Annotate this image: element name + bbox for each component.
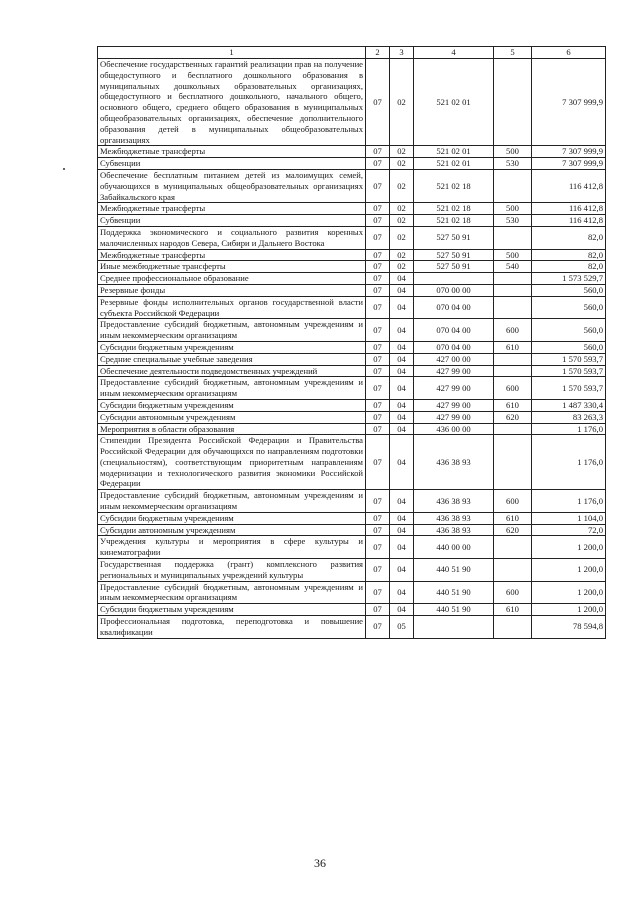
table-row: [98, 423, 606, 435]
target-article-code: 436 38 93: [414, 512, 494, 524]
subsection-code: 04: [390, 435, 414, 490]
target-article-code: 427 99 00: [414, 365, 494, 377]
subsection-code: 04: [390, 490, 414, 513]
table-row: [98, 158, 606, 170]
expense-type-code: [494, 169, 532, 202]
subsection-code: 02: [390, 226, 414, 249]
table-row: [98, 249, 606, 261]
item-name: Средние специальные учебные заведения: [98, 353, 366, 365]
section-code: 07: [366, 536, 390, 559]
section-code: 07: [366, 435, 390, 490]
target-article-code: 427 00 00: [414, 353, 494, 365]
table-row: [98, 399, 606, 411]
table-row: [98, 581, 606, 604]
amount: 116 412,8: [532, 169, 606, 202]
item-name: Мероприятия в области образования: [98, 423, 366, 435]
expense-type-code: [494, 616, 532, 639]
amount: 1 176,0: [532, 423, 606, 435]
section-code: 07: [366, 512, 390, 524]
item-name: Среднее профессиональное образование: [98, 273, 366, 285]
amount: 1 573 529,7: [532, 273, 606, 285]
expense-type-code: [494, 59, 532, 146]
header-col-3: 3: [390, 47, 414, 59]
target-article-code: 521 02 18: [414, 215, 494, 227]
header-col-6: 6: [532, 47, 606, 59]
expense-type-code: [494, 353, 532, 365]
table-row: [98, 284, 606, 296]
amount: 1 104,0: [532, 512, 606, 524]
table-row: [98, 604, 606, 616]
expense-type-code: 530: [494, 215, 532, 227]
expense-type-code: [494, 435, 532, 490]
target-article-code: 436 38 93: [414, 435, 494, 490]
target-article-code: 436 38 93: [414, 524, 494, 536]
table-row: [98, 435, 606, 490]
expense-type-code: 610: [494, 604, 532, 616]
subsection-code: 05: [390, 616, 414, 639]
expense-type-code: 500: [494, 249, 532, 261]
amount: 560,0: [532, 341, 606, 353]
subsection-code: 04: [390, 353, 414, 365]
table-row: [98, 296, 606, 319]
table-row: [98, 512, 606, 524]
subsection-code: 02: [390, 146, 414, 158]
item-name: Резервные фонды: [98, 284, 366, 296]
amount: 82,0: [532, 249, 606, 261]
section-code: 07: [366, 559, 390, 582]
amount: 1 487 330,4: [532, 399, 606, 411]
expense-type-code: [494, 296, 532, 319]
subsection-code: 04: [390, 341, 414, 353]
table-row: [98, 559, 606, 582]
expense-type-code: [494, 365, 532, 377]
section-code: 07: [366, 319, 390, 342]
target-article-code: 521 02 01: [414, 146, 494, 158]
amount: 72,0: [532, 524, 606, 536]
amount: 560,0: [532, 319, 606, 342]
target-article-code: 521 02 01: [414, 59, 494, 146]
item-name: Субсидии бюджетным учреждениям: [98, 399, 366, 411]
target-article-code: 521 02 18: [414, 203, 494, 215]
amount: 1 200,0: [532, 581, 606, 604]
amount: 82,0: [532, 261, 606, 273]
amount: 1 200,0: [532, 536, 606, 559]
expense-type-code: 610: [494, 399, 532, 411]
subsection-code: 04: [390, 273, 414, 285]
section-code: 07: [366, 377, 390, 400]
amount: 116 412,8: [532, 215, 606, 227]
table-row: [98, 319, 606, 342]
item-name: Субвенции: [98, 215, 366, 227]
subsection-code: 04: [390, 319, 414, 342]
table-row: [98, 411, 606, 423]
amount: 82,0: [532, 226, 606, 249]
amount: 1 570 593,7: [532, 365, 606, 377]
subsection-code: 02: [390, 59, 414, 146]
subsection-code: 04: [390, 399, 414, 411]
table-row: [98, 616, 606, 639]
table-row: [98, 59, 606, 146]
item-name: Межбюджетные трансферты: [98, 249, 366, 261]
target-article-code: 521 02 01: [414, 158, 494, 170]
amount: 116 412,8: [532, 203, 606, 215]
expense-type-code: [494, 226, 532, 249]
target-article-code: 070 04 00: [414, 296, 494, 319]
target-article-code: 427 99 00: [414, 411, 494, 423]
target-article-code: 427 99 00: [414, 377, 494, 400]
section-code: 07: [366, 249, 390, 261]
expense-type-code: 600: [494, 490, 532, 513]
item-name: Субсидии бюджетным учреждениям: [98, 604, 366, 616]
subsection-code: 04: [390, 423, 414, 435]
section-code: 07: [366, 59, 390, 146]
item-name: Резервные фонды исполнительных органов государственной власти субъекта Российской Федерации: [98, 296, 366, 319]
section-code: 07: [366, 604, 390, 616]
item-name: Субсидии бюджетным учреждениям: [98, 512, 366, 524]
expense-type-code: 500: [494, 146, 532, 158]
amount: 1 200,0: [532, 604, 606, 616]
table-row: [98, 490, 606, 513]
expense-type-code: [494, 423, 532, 435]
item-name: Обеспечение бесплатным питанием детей из малоимущих семей, обучающихся в муниципальных общеобразовательных организациях Забайкальского края: [98, 169, 366, 202]
amount: 560,0: [532, 284, 606, 296]
section-code: 07: [366, 226, 390, 249]
subsection-code: 04: [390, 296, 414, 319]
section-code: 07: [366, 581, 390, 604]
expense-type-code: 600: [494, 319, 532, 342]
expense-type-code: 620: [494, 524, 532, 536]
item-name: Профессиональная подготовка, переподготовка и повышение квалификации: [98, 616, 366, 639]
amount: 7 307 999,9: [532, 59, 606, 146]
header-row: [98, 47, 606, 59]
stray-mark: [63, 168, 65, 170]
target-article-code: 527 50 91: [414, 249, 494, 261]
section-code: 07: [366, 365, 390, 377]
item-name: Обеспечение деятельности подведомственных учреждений: [98, 365, 366, 377]
target-article-code: 440 51 90: [414, 559, 494, 582]
header-col-4: 4: [414, 47, 494, 59]
section-code: 07: [366, 353, 390, 365]
target-article-code: 427 99 00: [414, 399, 494, 411]
section-code: 07: [366, 169, 390, 202]
item-name: Предоставление субсидий бюджетным, автономным учреждениям и иным некоммерческим организациям: [98, 581, 366, 604]
subsection-code: 04: [390, 512, 414, 524]
amount: 1 570 593,7: [532, 377, 606, 400]
item-name: Государственная поддержка (грант) комплексного развития региональных и муниципальных учреждений культуры: [98, 559, 366, 582]
expense-type-code: 500: [494, 203, 532, 215]
table-row: [98, 146, 606, 158]
subsection-code: 04: [390, 524, 414, 536]
section-code: 07: [366, 411, 390, 423]
target-article-code: 436 38 93: [414, 490, 494, 513]
table-row: [98, 353, 606, 365]
section-code: 07: [366, 524, 390, 536]
item-name: Субсидии автономным учреждениям: [98, 524, 366, 536]
section-code: 07: [366, 158, 390, 170]
subsection-code: 02: [390, 215, 414, 227]
subsection-code: 04: [390, 365, 414, 377]
expense-type-code: 610: [494, 341, 532, 353]
expense-type-code: 600: [494, 581, 532, 604]
section-code: 07: [366, 215, 390, 227]
item-name: Субсидии автономным учреждениям: [98, 411, 366, 423]
expense-type-code: 540: [494, 261, 532, 273]
target-article-code: 527 50 91: [414, 226, 494, 249]
section-code: 07: [366, 296, 390, 319]
subsection-code: 04: [390, 604, 414, 616]
table-row: [98, 341, 606, 353]
header-col-2: 2: [366, 47, 390, 59]
subsection-code: 04: [390, 411, 414, 423]
target-article-code: 440 00 00: [414, 536, 494, 559]
target-article-code: 070 04 00: [414, 341, 494, 353]
target-article-code: 070 00 00: [414, 284, 494, 296]
section-code: 07: [366, 261, 390, 273]
table-row: [98, 377, 606, 400]
expense-type-code: [494, 273, 532, 285]
subsection-code: 04: [390, 284, 414, 296]
section-code: 07: [366, 146, 390, 158]
item-name: Субвенции: [98, 158, 366, 170]
page-number: 36: [314, 856, 326, 870]
item-name: Иные межбюджетные трансферты: [98, 261, 366, 273]
header-col-1: 1: [98, 47, 366, 59]
item-name: Субсидии бюджетным учреждениям: [98, 341, 366, 353]
item-name: Стипендии Президента Российской Федерации и Правительства Российской Федерации для обучающихся по направлениям подготовки (специальностям), соответствующим приоритетным направлениям модернизации и технологического развития экономики Российской Федерации: [98, 435, 366, 490]
subsection-code: 02: [390, 169, 414, 202]
target-article-code: 440 51 90: [414, 581, 494, 604]
target-article-code: [414, 273, 494, 285]
expense-type-code: [494, 536, 532, 559]
table-row: [98, 226, 606, 249]
table-row: [98, 524, 606, 536]
item-name: Предоставление субсидий бюджетным, автономным учреждениям и иным некоммерческим организациям: [98, 377, 366, 400]
expense-type-code: 610: [494, 512, 532, 524]
subsection-code: 04: [390, 559, 414, 582]
section-code: 07: [366, 284, 390, 296]
target-article-code: 440 51 90: [414, 604, 494, 616]
subsection-code: 04: [390, 377, 414, 400]
amount: 1 200,0: [532, 559, 606, 582]
section-code: 07: [366, 273, 390, 285]
amount: 7 307 999,9: [532, 158, 606, 170]
item-name: Учреждения культуры и мероприятия в сфере культуры и кинематографии: [98, 536, 366, 559]
table-body: [98, 59, 606, 639]
item-name: Межбюджетные трансферты: [98, 203, 366, 215]
section-code: 07: [366, 203, 390, 215]
target-article-code: 436 00 00: [414, 423, 494, 435]
expense-type-code: 620: [494, 411, 532, 423]
table-row: [98, 169, 606, 202]
amount: 7 307 999,9: [532, 146, 606, 158]
amount: 560,0: [532, 296, 606, 319]
amount: 78 594,8: [532, 616, 606, 639]
table-row: [98, 273, 606, 285]
table-row: [98, 261, 606, 273]
target-article-code: 070 04 00: [414, 319, 494, 342]
section-code: 07: [366, 399, 390, 411]
section-code: 07: [366, 423, 390, 435]
item-name: Предоставление субсидий бюджетным, автономным учреждениям и иным некоммерческим организациям: [98, 490, 366, 513]
expense-type-code: [494, 559, 532, 582]
subsection-code: 02: [390, 158, 414, 170]
section-code: 07: [366, 616, 390, 639]
item-name: Поддержка экономического и социального развития коренных малочисленных народов Севера, Сибири и Дальнего Востока: [98, 226, 366, 249]
target-article-code: [414, 616, 494, 639]
expense-type-code: [494, 284, 532, 296]
table-row: [98, 203, 606, 215]
item-name: Межбюджетные трансферты: [98, 146, 366, 158]
item-name: Предоставление субсидий бюджетным, автономным учреждениям и иным некоммерческим организациям: [98, 319, 366, 342]
section-code: 07: [366, 341, 390, 353]
table-row: [98, 365, 606, 377]
item-name: Обеспечение государственных гарантий реализации прав на получение общедоступного и бесплатного дошкольного образования в муниципальных дошкольных образовательных организациях, общедоступного и бесплатного дошкольного, начального общего, основного общего, среднего общего образования в муниципальных общеобразовательных организациях, обеспечение дополнительного образования детей в муниципальных общеобразовательных организациях: [98, 59, 366, 146]
header-col-5: 5: [494, 47, 532, 59]
subsection-code: 04: [390, 536, 414, 559]
target-article-code: 527 50 91: [414, 261, 494, 273]
section-code: 07: [366, 490, 390, 513]
amount: 1 176,0: [532, 490, 606, 513]
expense-type-code: 530: [494, 158, 532, 170]
subsection-code: 02: [390, 203, 414, 215]
table-row: [98, 536, 606, 559]
subsection-code: 02: [390, 261, 414, 273]
subsection-code: 02: [390, 249, 414, 261]
amount: 83 263,3: [532, 411, 606, 423]
expense-type-code: 600: [494, 377, 532, 400]
budget-table: [97, 46, 606, 639]
amount: 1 570 593,7: [532, 353, 606, 365]
subsection-code: 04: [390, 581, 414, 604]
table-row: [98, 215, 606, 227]
amount: 1 176,0: [532, 435, 606, 490]
target-article-code: 521 02 18: [414, 169, 494, 202]
